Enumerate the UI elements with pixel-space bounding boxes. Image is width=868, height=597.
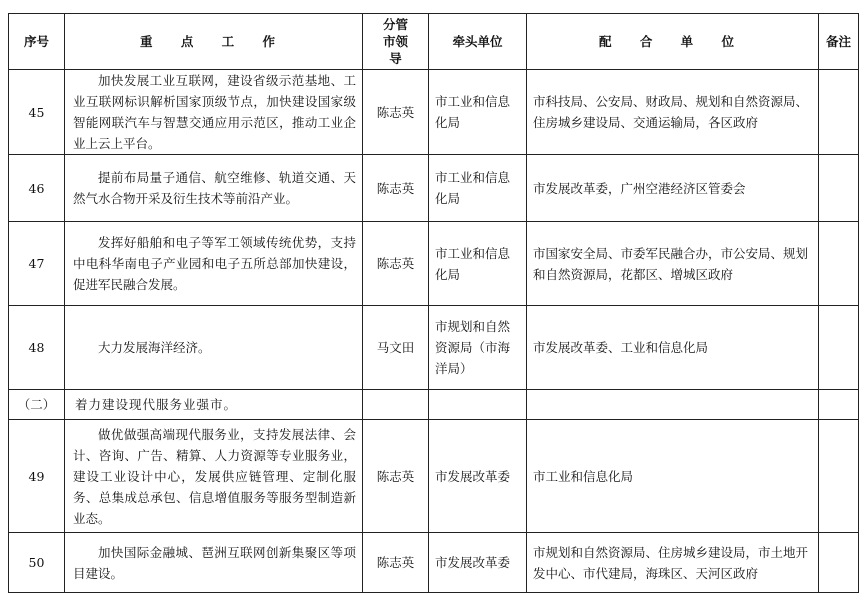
row-no: 49	[9, 420, 65, 533]
row-no: 48	[9, 306, 65, 390]
table-row	[9, 533, 859, 593]
row-coop-units: 市发展改革委、工业和信息化局	[527, 306, 819, 390]
row-task: 大力发展海洋经济。	[65, 306, 363, 390]
table-row	[9, 222, 859, 306]
row-coop-units: 市工业和信息化局	[527, 420, 819, 533]
header-remark: 备注	[819, 14, 859, 70]
table-row	[9, 420, 859, 533]
row-leader: 陈志英	[363, 533, 429, 593]
row-remark	[819, 222, 859, 306]
header-row	[9, 14, 859, 70]
header-leader: 分管市领导	[363, 14, 429, 70]
row-lead-unit: 市工业和信息化局	[429, 155, 527, 222]
section-empty-cell	[363, 390, 429, 420]
row-no: 46	[9, 155, 65, 222]
row-task: 发挥好船舶和电子等军工领域传统优势，支持中电科华南电子产业园和电子五所总部加快建设，促进军民融合发展。	[65, 222, 363, 306]
row-leader: 陈志英	[363, 155, 429, 222]
row-lead-unit: 市工业和信息化局	[429, 222, 527, 306]
header-lead-unit: 牵头单位	[429, 14, 527, 70]
row-leader: 陈志英	[363, 420, 429, 533]
header-task: 重 点 工 作	[65, 14, 363, 70]
section-empty-cell	[527, 390, 819, 420]
row-no: 45	[9, 70, 65, 155]
row-lead-unit: 市发展改革委	[429, 420, 527, 533]
section-empty-cell	[429, 390, 527, 420]
header-no: 序号	[9, 14, 65, 70]
section-row	[9, 390, 859, 420]
work-table	[8, 13, 859, 593]
row-task: 加快发展工业互联网，建设省级示范基地、工业互联网标识解析国家顶级节点，加快建设国家级智能网联汽车与智慧交通应用示范区，推动工业企业上云上平台。	[65, 70, 363, 155]
row-leader: 陈志英	[363, 222, 429, 306]
row-coop-units: 市国家安全局、市委军民融合办，市公安局、规划和自然资源局，花都区、增城区政府	[527, 222, 819, 306]
row-remark	[819, 155, 859, 222]
section-title: 着力建设现代服务业强市。	[65, 390, 363, 420]
table-row	[9, 306, 859, 390]
row-task: 提前布局量子通信、航空维修、轨道交通、天然气水合物开采及衍生技术等前沿产业。	[65, 155, 363, 222]
row-lead-unit: 市发展改革委	[429, 533, 527, 593]
row-task: 做优做强高端现代服务业，支持发展法律、会计、咨询、广告、精算、人力资源等专业服务业，建设工业设计中心，发展供应链管理、定制化服务、总集成总承包、信息增值服务等服务型制造新业态。	[65, 420, 363, 533]
row-remark	[819, 70, 859, 155]
row-lead-unit: 市规划和自然资源局（市海洋局）	[429, 306, 527, 390]
row-leader: 陈志英	[363, 70, 429, 155]
row-task: 加快国际金融城、琶洲互联网创新集聚区等项目建设。	[65, 533, 363, 593]
row-coop-units: 市科技局、公安局、财政局、规划和自然资源局、住房城乡建设局、交通运输局，各区政府	[527, 70, 819, 155]
header-coop-units: 配 合 单 位	[527, 14, 819, 70]
table-row	[9, 70, 859, 155]
section-empty-cell	[819, 390, 859, 420]
table-row	[9, 155, 859, 222]
row-no: 47	[9, 222, 65, 306]
row-no: 50	[9, 533, 65, 593]
row-lead-unit: 市工业和信息化局	[429, 70, 527, 155]
row-remark	[819, 533, 859, 593]
row-coop-units: 市发展改革委，广州空港经济区管委会	[527, 155, 819, 222]
row-coop-units: 市规划和自然资源局、住房城乡建设局，市土地开发中心、市代建局，海珠区、天河区政府	[527, 533, 819, 593]
row-remark	[819, 306, 859, 390]
row-remark	[819, 420, 859, 533]
row-leader: 马文田	[363, 306, 429, 390]
section-no: （二）	[9, 390, 65, 420]
